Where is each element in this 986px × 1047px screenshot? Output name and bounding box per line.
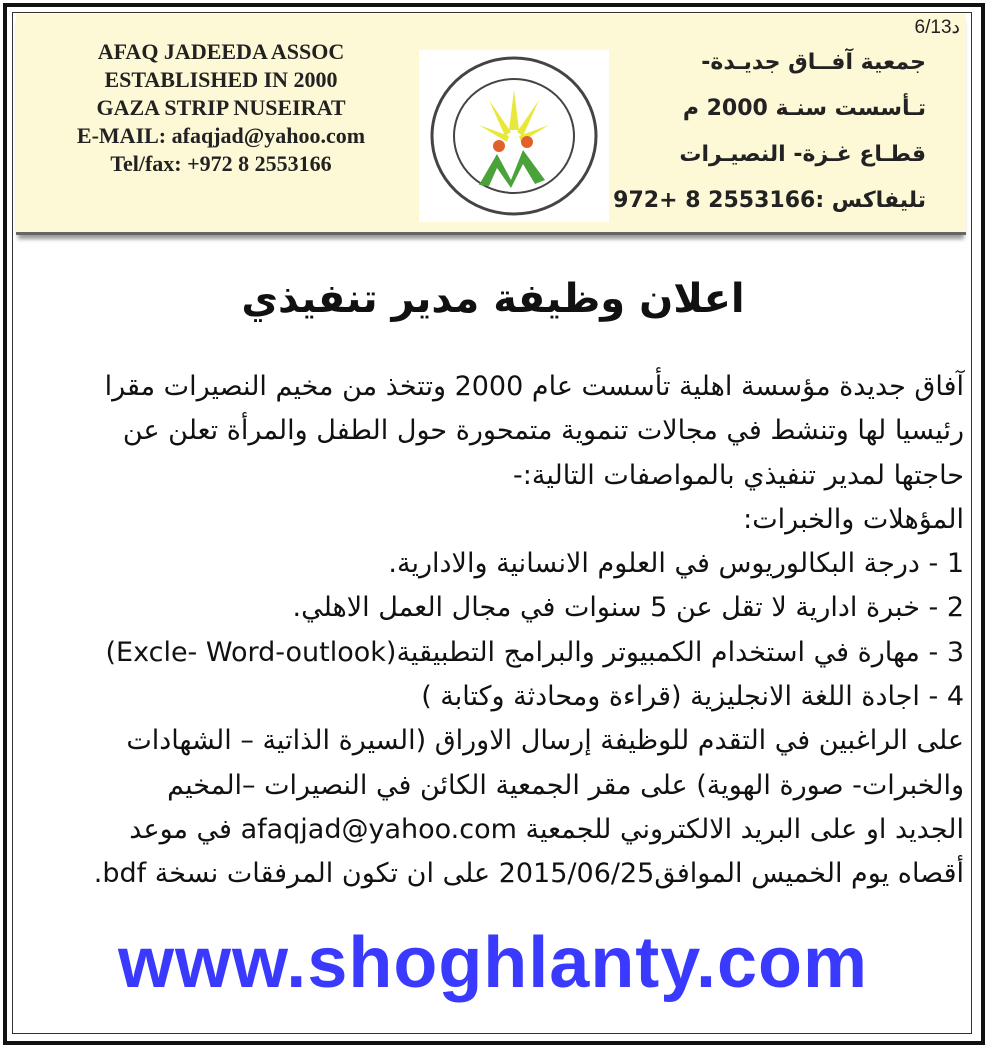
body-line: رئيسيا لها وتنشط في مجالات تنموية متمحورة حول الطفل والمرأة تعلن عن — [122, 415, 964, 447]
arabic-contact-block — [596, 40, 926, 224]
arabic-phone: تليفاكس :2553166 8 +972 — [613, 188, 926, 213]
letterhead — [16, 14, 966, 235]
qualifications-heading: المؤهلات والخبرات: — [743, 503, 964, 535]
body-line: والخبرات- صورة الهوية) على مقر الجمعية الكائن في النصيرات –المخيم — [167, 769, 964, 801]
english-line: GAZA STRIP NUSEIRAT — [96, 95, 346, 120]
arabic-line: جمعية آفــاق جديـدة- — [701, 50, 926, 75]
requirement-item: 2 - خبرة ادارية لا تقل عن 5 سنوات في مجال العمل الاهلي. — [292, 592, 964, 624]
english-line: AFAQ JADEEDA ASSOC — [97, 39, 345, 64]
arabic-line: قطـاع غـزة- النصيـرات — [679, 142, 926, 167]
english-email: E-MAIL: afaqjad@yahoo.com — [76, 123, 366, 148]
english-contact-block — [56, 38, 386, 178]
date-code: 6/13د — [914, 17, 960, 38]
body-line: على الراغبين في التقدم للوظيفة إرسال الاوراق (السيرة الذاتية – الشهادات — [126, 725, 964, 757]
association-logo — [419, 50, 609, 222]
english-phone: Tel/fax: +972 8 2553166 — [110, 151, 332, 176]
ad-title: اعلان وظيفة مدير تنفيذي — [241, 276, 745, 322]
logo-emblem-icon — [419, 50, 609, 222]
requirement-item: 4 - اجادة اللغة الانجليزية (قراءة ومحادثة وكتابة ) — [421, 681, 964, 713]
body-line: الجديد او على البريد الالكتروني للجمعية afaqjad@yahoo.com في موعد — [129, 813, 964, 845]
arabic-line: تـأسست سنـة 2000 م — [682, 96, 926, 121]
body-line: آفاق جديدة مؤسسة اهلية تأسست عام 2000 وتتخذ من مخيم النصيرات مقرا — [104, 371, 964, 402]
body-line: أقصاه يوم الخميس الموافق2015/06/25 على ان تكون المرفقات نسخة bdf. — [93, 858, 964, 890]
watermark: www.shoghlanty.com — [117, 923, 869, 1003]
requirement-item: 1 - درجة البكالوريوس في العلوم الانسانية والادارية. — [388, 548, 964, 580]
body-line: حاجتها لمدير تنفيذي بالمواصفات التالية:- — [513, 459, 964, 491]
requirement-item: 3 - مهارة في استخدام الكمبيوتر والبرامج التطبيقية(Excle- Word-outlook) — [105, 636, 964, 668]
english-line: ESTABLISHED IN 2000 — [104, 67, 338, 92]
ad-body — [32, 365, 964, 897]
